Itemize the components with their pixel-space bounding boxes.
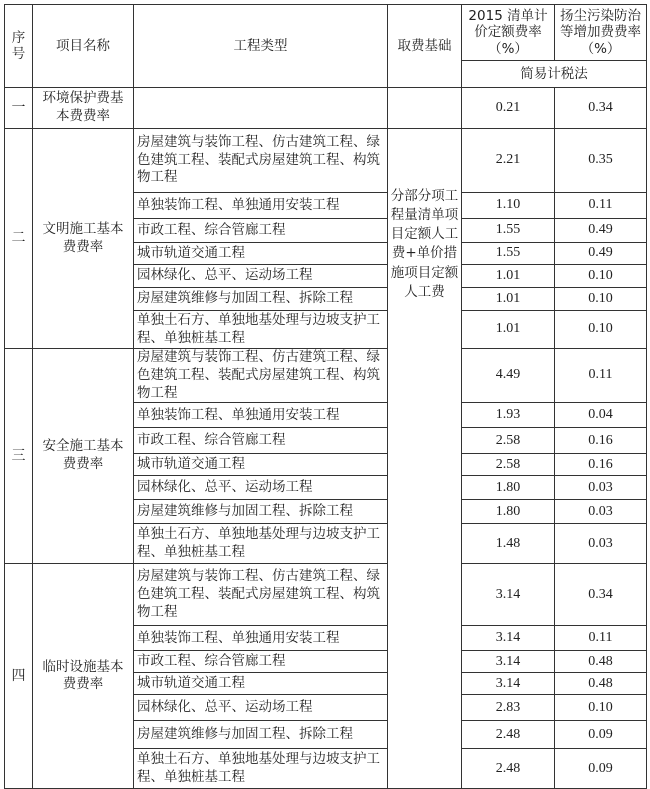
row-dust-rate: 0.03 (555, 476, 647, 500)
row-item-name: 环境保护费基本费费率 (33, 88, 134, 129)
row-project-type (134, 88, 388, 129)
row-rate-2015: 3.14 (462, 564, 555, 626)
header-basis: 取费基础 (388, 5, 462, 88)
row-rate-2015: 1.01 (462, 311, 555, 349)
row-item-name: 安全施工基本费费率 (33, 349, 134, 564)
row-project-type: 园林绿化、总平、运动场工程 (134, 695, 388, 721)
row-dust-rate: 0.49 (555, 243, 647, 265)
row-project-type: 单独土石方、单独地基处理与边坡支护工程、单独桩基工程 (134, 524, 388, 564)
row-project-type: 城市轨道交通工程 (134, 243, 388, 265)
row-project-type: 市政工程、综合管廊工程 (134, 651, 388, 673)
row-rate-2015: 3.14 (462, 651, 555, 673)
row-project-type: 单独装饰工程、单独通用安装工程 (134, 626, 388, 651)
row-rate-2015: 1.01 (462, 288, 555, 311)
header-rate-2015: 2015 清单计价定额费率（%） (462, 5, 555, 61)
row-project-type: 房屋建筑与装饰工程、仿古建筑工程、绿色建筑工程、装配式房屋建筑工程、构筑物工程 (134, 129, 388, 193)
row-dust-rate: 0.16 (555, 428, 647, 454)
row-project-type: 房屋建筑维修与加固工程、拆除工程 (134, 288, 388, 311)
row-dust-rate: 0.49 (555, 219, 647, 243)
row-dust-rate: 0.11 (555, 626, 647, 651)
fee-rate-table-container (4, 4, 647, 789)
row-dust-rate: 0.16 (555, 454, 647, 476)
row-rate-2015: 1.80 (462, 500, 555, 524)
row-dust-rate: 0.09 (555, 749, 647, 789)
header-seq: 序号 (5, 5, 33, 88)
table-row (5, 349, 647, 403)
fee-basis-cell: 分部分项工程量清单项目定额人工费+单价措施项目定额人工费 (388, 129, 462, 789)
row-seq: 一 (5, 88, 33, 129)
header-dust-rate: 扬尘污染防治等增加费费率（%） (555, 5, 647, 61)
row-rate-2015: 3.14 (462, 626, 555, 651)
row-dust-rate: 0.10 (555, 288, 647, 311)
row-project-type: 单独装饰工程、单独通用安装工程 (134, 193, 388, 219)
row-project-type: 园林绿化、总平、运动场工程 (134, 265, 388, 288)
header-simple-tax: 简易计税法 (462, 61, 647, 88)
row-project-type: 房屋建筑与装饰工程、仿古建筑工程、绿色建筑工程、装配式房屋建筑工程、构筑物工程 (134, 349, 388, 403)
table-row (5, 129, 647, 193)
row-dust-rate: 0.48 (555, 673, 647, 695)
row-rate-2015: 2.48 (462, 749, 555, 789)
row-rate-2015: 1.93 (462, 403, 555, 428)
row-project-type: 市政工程、综合管廊工程 (134, 428, 388, 454)
row-project-type: 园林绿化、总平、运动场工程 (134, 476, 388, 500)
row-dust-rate: 0.10 (555, 311, 647, 349)
row-dust-rate: 0.35 (555, 129, 647, 193)
row-dust-rate: 0.34 (555, 88, 647, 129)
row-item-name: 文明施工基本费费率 (33, 129, 134, 349)
row-rate-2015: 2.58 (462, 454, 555, 476)
row-rate-2015: 3.14 (462, 673, 555, 695)
row-rate-2015: 1.80 (462, 476, 555, 500)
row-project-type: 房屋建筑维修与加固工程、拆除工程 (134, 721, 388, 749)
row-dust-rate: 0.11 (555, 349, 647, 403)
row-basis-blank (388, 88, 462, 129)
row-dust-rate: 0.03 (555, 524, 647, 564)
row-rate-2015: 1.10 (462, 193, 555, 219)
row-dust-rate: 0.03 (555, 500, 647, 524)
row-project-type: 市政工程、综合管廊工程 (134, 219, 388, 243)
row-rate-2015: 1.48 (462, 524, 555, 564)
header-name: 项目名称 (33, 5, 134, 88)
row-dust-rate: 0.34 (555, 564, 647, 626)
row-rate-2015: 0.21 (462, 88, 555, 129)
row-rate-2015: 1.01 (462, 265, 555, 288)
row-dust-rate: 0.09 (555, 721, 647, 749)
row-project-type: 房屋建筑与装饰工程、仿古建筑工程、绿色建筑工程、装配式房屋建筑工程、构筑物工程 (134, 564, 388, 626)
row-project-type: 单独土石方、单独地基处理与边坡支护工程、单独桩基工程 (134, 749, 388, 789)
row-dust-rate: 0.11 (555, 193, 647, 219)
row-dust-rate: 0.10 (555, 695, 647, 721)
row-seq: 二 (5, 129, 33, 349)
row-dust-rate: 0.04 (555, 403, 647, 428)
table-row (5, 88, 647, 129)
table-body (5, 88, 647, 789)
row-seq: 四 (5, 564, 33, 789)
row-rate-2015: 2.83 (462, 695, 555, 721)
row-dust-rate: 0.10 (555, 265, 647, 288)
row-rate-2015: 2.21 (462, 129, 555, 193)
fee-rate-table (4, 4, 647, 789)
row-dust-rate: 0.48 (555, 651, 647, 673)
header-type: 工程类型 (134, 5, 388, 88)
row-project-type: 城市轨道交通工程 (134, 673, 388, 695)
table-row (5, 564, 647, 626)
row-project-type: 城市轨道交通工程 (134, 454, 388, 476)
row-project-type: 房屋建筑维修与加固工程、拆除工程 (134, 500, 388, 524)
row-rate-2015: 4.49 (462, 349, 555, 403)
row-seq: 三 (5, 349, 33, 564)
row-project-type: 单独装饰工程、单独通用安装工程 (134, 403, 388, 428)
row-item-name: 临时设施基本费费率 (33, 564, 134, 789)
row-rate-2015: 2.48 (462, 721, 555, 749)
row-rate-2015: 1.55 (462, 219, 555, 243)
row-rate-2015: 2.58 (462, 428, 555, 454)
row-project-type: 单独土石方、单独地基处理与边坡支护工程、单独桩基工程 (134, 311, 388, 349)
row-rate-2015: 1.55 (462, 243, 555, 265)
